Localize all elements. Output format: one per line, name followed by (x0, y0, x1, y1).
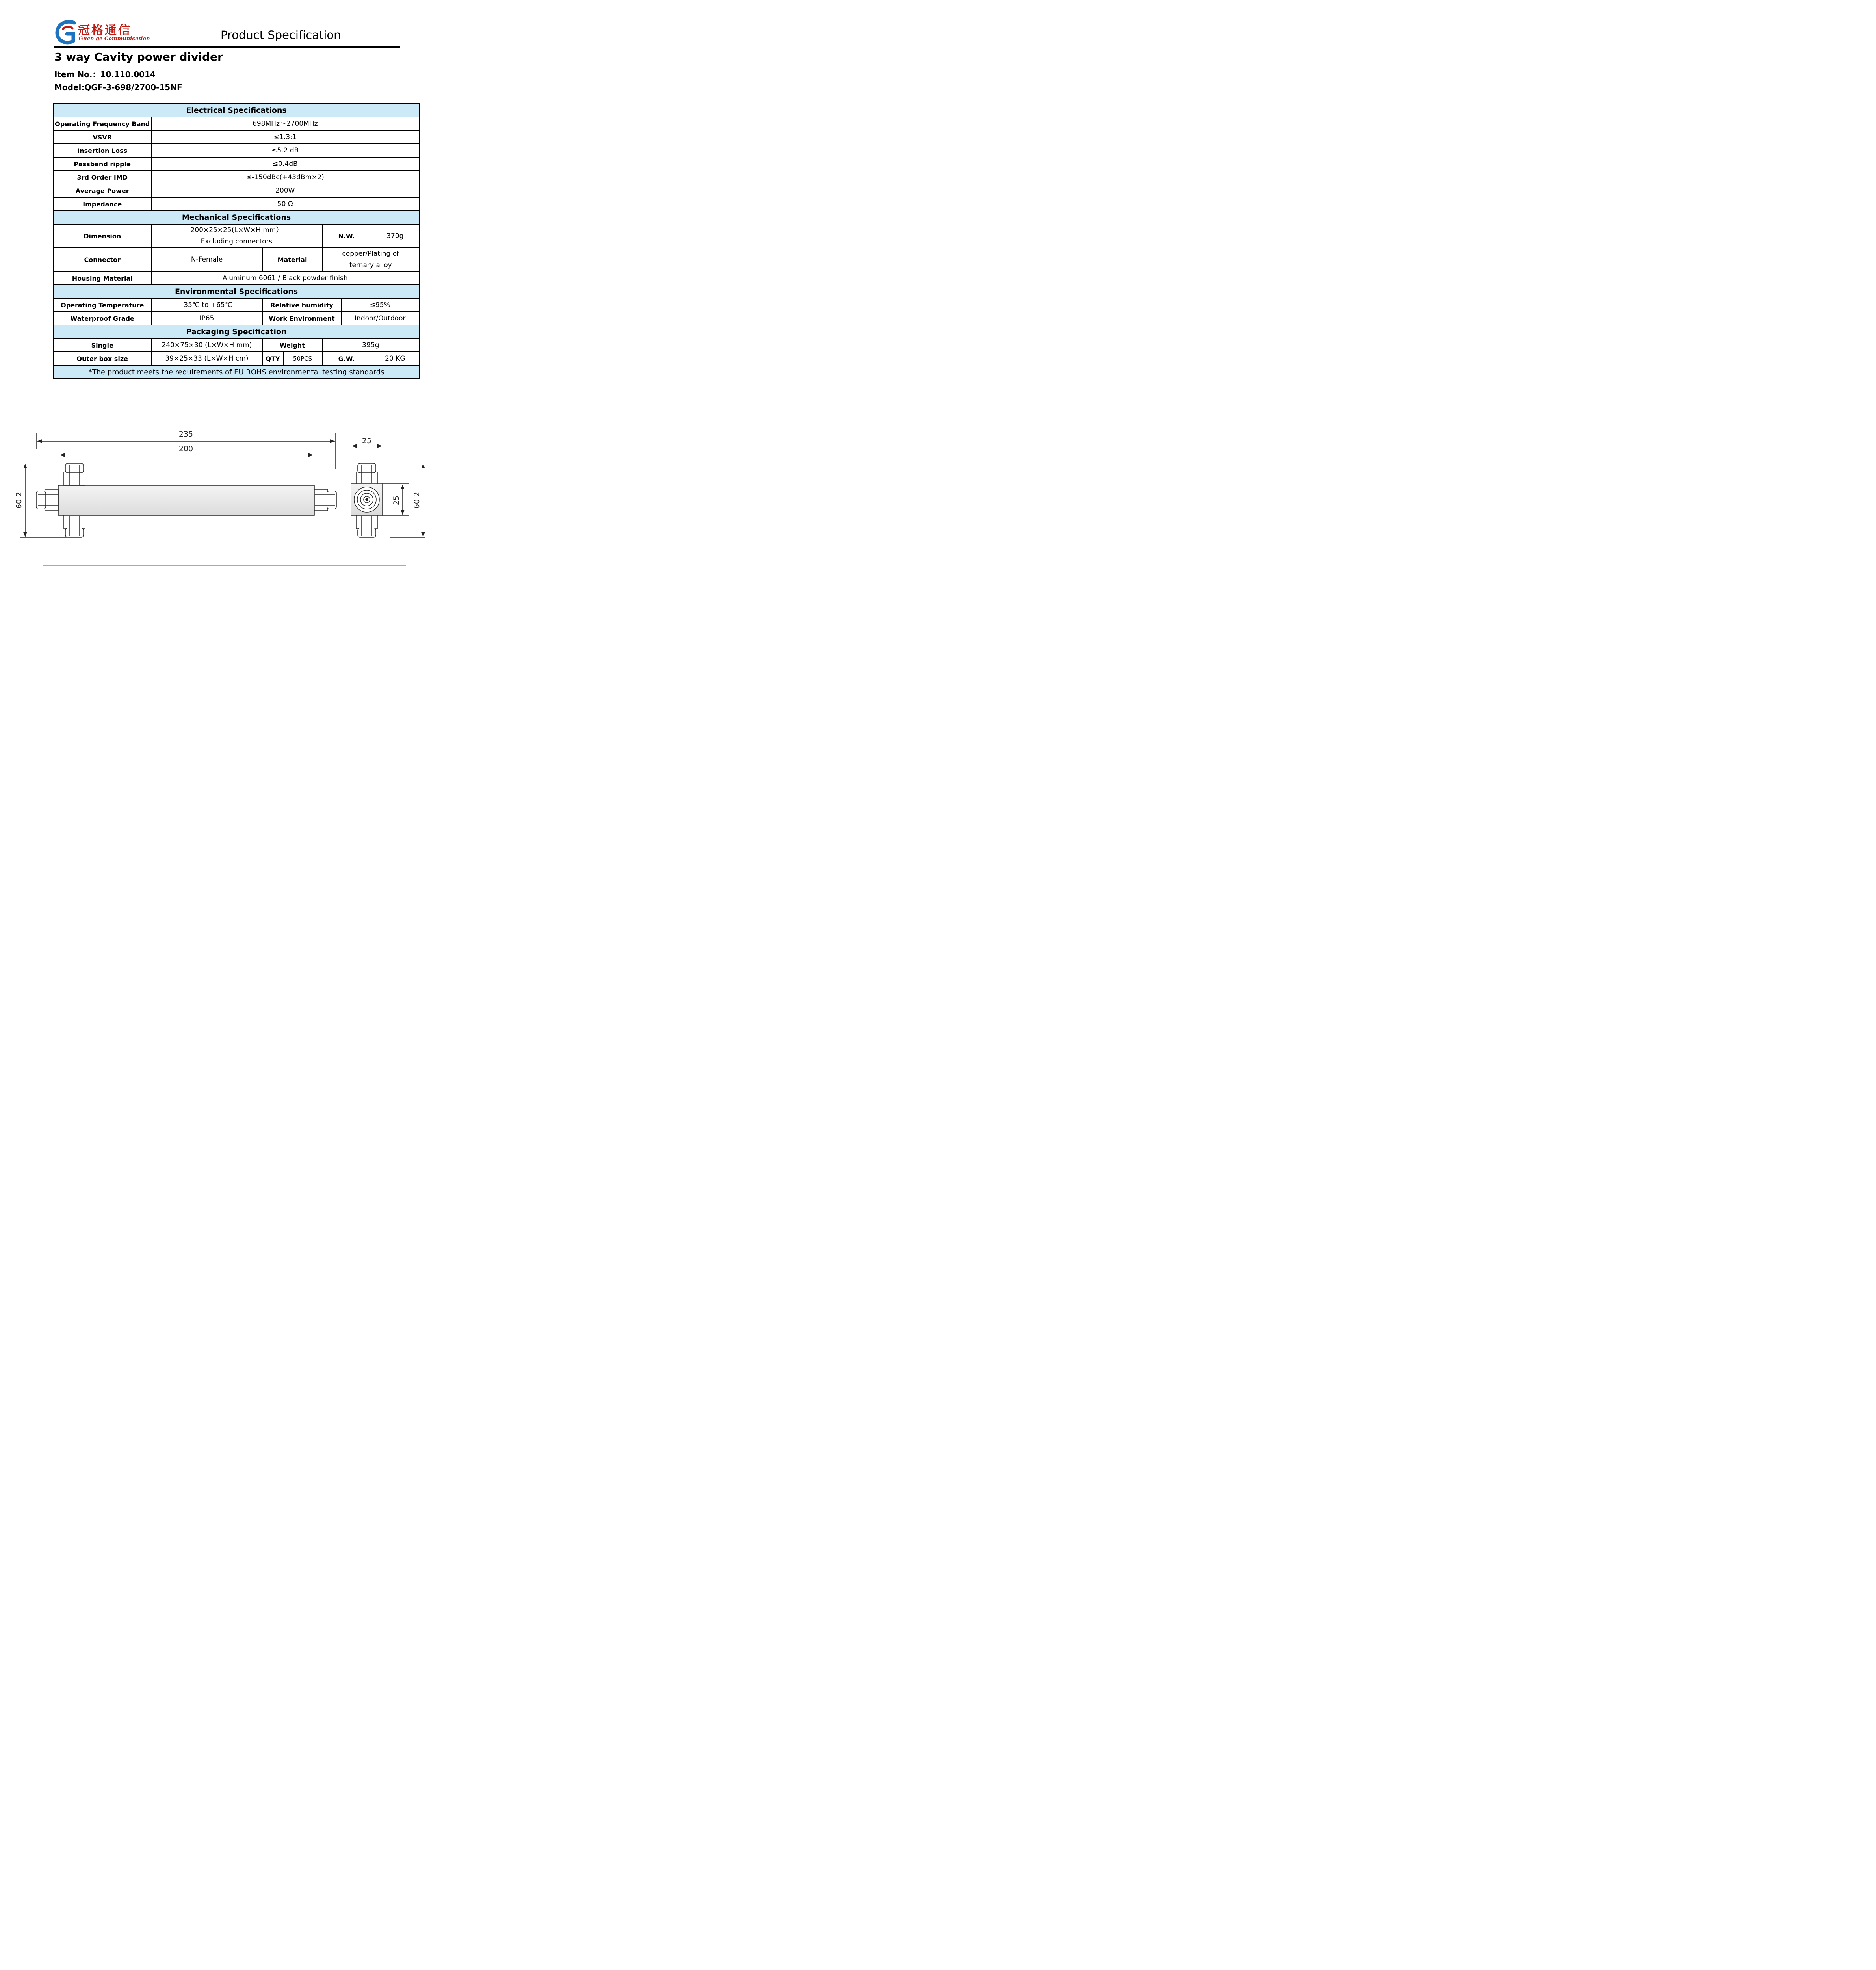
front-view (20, 433, 336, 538)
table-row (54, 130, 420, 144)
mechanical-heading: Mechanical Specifications (54, 211, 420, 224)
connector-icon (64, 463, 85, 485)
spec-value (151, 224, 322, 248)
item-number-value: 10.110.0014 (100, 70, 156, 79)
spec-value: 200W (151, 184, 420, 197)
spec-label: N.W. (322, 224, 371, 248)
connector-face-icon (354, 487, 379, 512)
table-row (54, 171, 420, 184)
table-row (54, 298, 420, 312)
mechanical-heading-row (54, 211, 420, 224)
document-title: Product Specification (221, 28, 341, 42)
spec-label: Passband ripple (54, 157, 151, 171)
spec-label: G.W. (322, 352, 371, 365)
spec-label: 3rd Order IMD (54, 171, 151, 184)
company-name-english: Guan ge Communication (79, 36, 150, 42)
spec-value: 240×75×30 (L×W×H mm) (151, 338, 263, 352)
table-row (54, 248, 420, 271)
rohs-note: *The product meets the requirements of EU ROHS environmental testing standards (54, 365, 420, 379)
spec-value: 395g (322, 338, 420, 352)
spec-label: Operating Frequency Band (54, 117, 151, 130)
spec-value: ≤1.3:1 (151, 130, 420, 144)
electrical-heading-row (54, 104, 420, 117)
environmental-heading-row (54, 285, 420, 298)
table-row (54, 157, 420, 171)
spec-value: 20 KG (371, 352, 420, 365)
connector-icon (36, 489, 58, 511)
dim-overall-length: 235 (178, 430, 193, 439)
spec-value: 370g (371, 224, 420, 248)
item-number-label: Item No.： (54, 70, 100, 79)
specification-table (53, 103, 420, 379)
spec-value: ≤5.2 dB (151, 144, 420, 157)
table-row (54, 271, 420, 285)
connector-icon (64, 515, 85, 537)
electrical-heading: Electrical Specifications (54, 104, 420, 117)
spec-label: Insertion Loss (54, 144, 151, 157)
packaging-heading: Packaging Specification (54, 325, 420, 338)
side-view (351, 441, 425, 538)
material-value-line: ternary alloy (349, 261, 392, 269)
dim-body-height: 25 (392, 495, 401, 506)
dim-height-right: 60.2 (412, 492, 421, 509)
spec-label: VSVR (54, 130, 151, 144)
material-value-line: copper/Plating of (342, 250, 399, 258)
dimension-drawing (12, 426, 429, 552)
spec-label: Impedance (54, 197, 151, 211)
table-row (54, 224, 420, 248)
spec-label: Material (263, 248, 322, 271)
dim-height-left: 60.2 (15, 492, 23, 509)
note-row (54, 365, 420, 379)
spec-value: N-Female (151, 248, 263, 271)
connector-icon (356, 463, 377, 484)
dim-width: 25 (362, 437, 372, 445)
spec-value: ≤0.4dB (151, 157, 420, 171)
table-row (54, 312, 420, 325)
environmental-heading: Environmental Specifications (54, 285, 420, 298)
table-row (54, 338, 420, 352)
spec-value: ≤-150dBc(+43dBm×2) (151, 171, 420, 184)
packaging-heading-row (54, 325, 420, 338)
spec-label: Average Power (54, 184, 151, 197)
table-row (54, 117, 420, 130)
product-title: 3 way Cavity power divider (54, 50, 223, 63)
spec-value: -35℃ to +65℃ (151, 298, 263, 312)
spec-label: Connector (54, 248, 151, 271)
dimension-value: 200×25×25(L×W×H mm） (190, 226, 283, 234)
connector-icon (356, 515, 377, 537)
spec-value: 50 Ω (151, 197, 420, 211)
spec-value: ≤95% (341, 298, 420, 312)
spec-value: 39×25×33 (L×W×H cm) (151, 352, 263, 365)
dim-body-length: 200 (178, 444, 193, 453)
spec-label: Operating Temperature (54, 298, 151, 312)
dimension-note: Excluding connectors (201, 238, 273, 245)
spec-label: Outer box size (54, 352, 151, 365)
table-row (54, 144, 420, 157)
spec-label: Housing Material (54, 271, 151, 285)
spec-value: IP65 (151, 312, 263, 325)
item-number (54, 68, 156, 80)
spec-label: Dimension (54, 224, 151, 248)
spec-value: Aluminum 6061 / Black powder finish (151, 271, 420, 285)
spec-value: 50PCS (283, 352, 322, 365)
logo-g-mark (57, 22, 74, 43)
spec-label: Weight (263, 338, 322, 352)
model-number: Model:QGF-3-698/2700-15NF (54, 83, 182, 92)
spec-label: Single (54, 338, 151, 352)
spec-label: QTY (263, 352, 283, 365)
spec-label: Waterproof Grade (54, 312, 151, 325)
table-row (54, 197, 420, 211)
spec-value: Indoor/Outdoor (341, 312, 420, 325)
spec-label: Work Environment (263, 312, 341, 325)
spec-value: 698MHz～2700MHz (151, 117, 420, 130)
spec-label: Relative humidity (263, 298, 341, 312)
connector-icon (314, 489, 336, 511)
spec-value (322, 248, 420, 271)
company-name-chinese: 冠格通信 (78, 24, 132, 37)
footer-rule (43, 565, 406, 566)
header-rule (54, 46, 400, 48)
table-row (54, 352, 420, 365)
table-row (54, 184, 420, 197)
